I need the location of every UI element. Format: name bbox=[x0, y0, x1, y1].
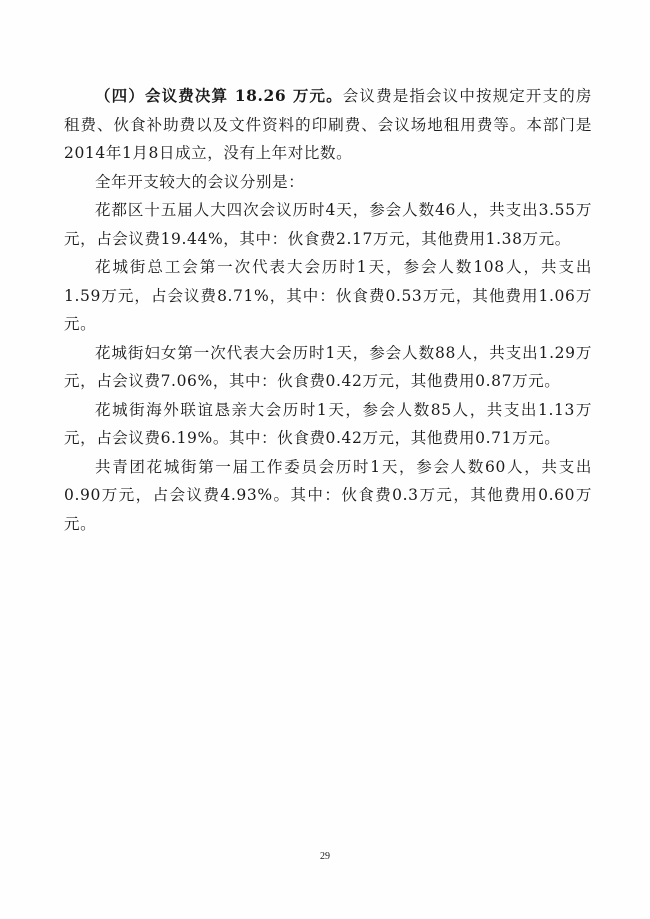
meeting-paragraph: 花城街总工会第一次代表大会历时1天，参会人数108人，共支出1.59万元，占会议费8.71%，其中：伙食费0.53万元，其他费用1.06万元。 bbox=[64, 258, 592, 333]
summary-line: 全年开支较大的会议分别是： bbox=[95, 172, 305, 191]
section-intro: 会议费是指会议中按规定开支的房租费、伙食补助费以及文件资料的印刷费、会议场地租用费等。本部门是2014年1月8日成立，没有上年对比数。 bbox=[64, 87, 592, 162]
meeting-paragraph: 花都区十五届人大四次会议历时4天，参会人数46人，共支出3.55万元，占会议费19.44%，其中：伙食费2.17万元，其他费用1.38万元。 bbox=[64, 201, 592, 248]
section-heading: （四）会议费决算 18.26 万元。 bbox=[95, 86, 343, 105]
section-paragraph bbox=[64, 82, 592, 168]
meeting-paragraph: 花城街妇女第一次代表大会历时1天，参会人数88人，共支出1.29万元，占会议费7.06%，其中：伙食费0.42万元，其他费用0.87万元。 bbox=[64, 343, 592, 390]
meeting-paragraph: 共青团花城街第一届工作委员会历时1天，参会人数60人，共支出0.90万元，占会议费4.93%。其中：伙食费0.3万元，其他费用0.60万元。 bbox=[64, 457, 592, 533]
meeting-paragraph: 花城街海外联谊恳亲大会历时1天，参会人数85人，共支出1.13万元，占会议费6.19%。其中：伙食费0.42万元，其他费用0.71万元。 bbox=[64, 400, 592, 447]
document-body bbox=[64, 82, 592, 538]
page-number: 29 bbox=[320, 851, 330, 862]
